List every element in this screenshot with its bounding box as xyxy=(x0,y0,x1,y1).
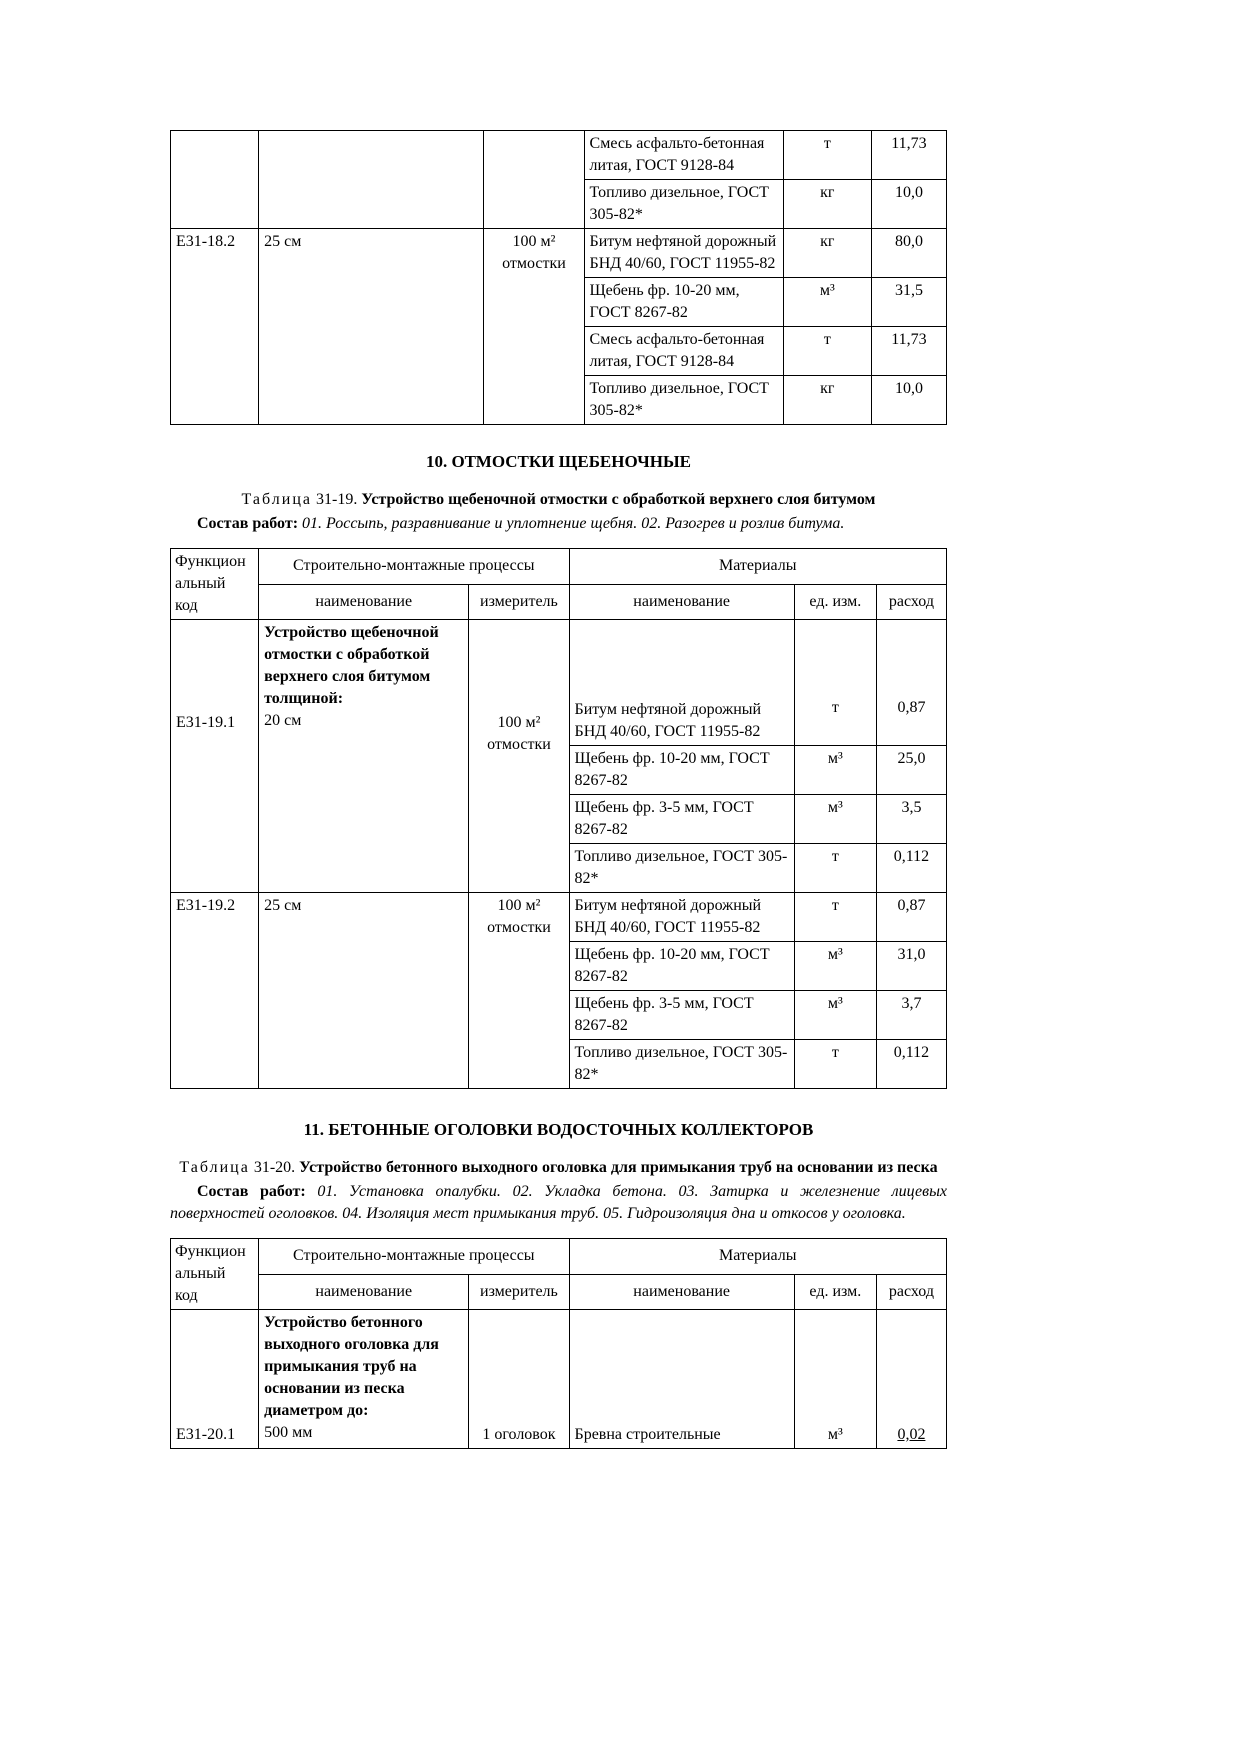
cell-qty: 10,0 xyxy=(871,180,946,229)
works-label: Состав работ: xyxy=(197,515,299,532)
caption-title: Устройство щебеночной отмостки с обработкой верхнего слоя битумом xyxy=(361,491,876,508)
cell-qty: 31,5 xyxy=(871,278,946,327)
cell-func-code-empty xyxy=(171,131,259,229)
header-line: Функцион xyxy=(175,553,246,570)
cell-func-code: Е31-19.1 xyxy=(171,620,259,893)
works-text: 01. Установка опалубки. 02. Укладка бетона. 03. Затирка и железнение лицевых поверхностей оголовков. 04. Изоляция мест примыкания труб. 05. Гидроизоляция дна и откосов у оголовка. xyxy=(170,1183,948,1222)
cell-qty: 3,7 xyxy=(876,991,946,1040)
table-31-18-continued xyxy=(170,130,947,425)
table-31-20-works xyxy=(170,1181,947,1225)
column-header-func-code xyxy=(171,1239,259,1310)
section-11-heading: 11. БЕТОННЫЕ ОГОЛОВКИ ВОДОСТОЧНЫХ КОЛЛЕКТОРОВ xyxy=(303,1120,814,1139)
cell-unit: т xyxy=(794,1040,876,1089)
cell-material-name: Щебень фр. 3-5 мм, ГОСТ 8267-82 xyxy=(569,795,794,844)
cell-material-name: Щебень фр. 3-5 мм, ГОСТ 8267-82 xyxy=(569,991,794,1040)
table-row xyxy=(171,620,947,746)
cell-unit: м³ xyxy=(794,795,876,844)
caption-number: 31-19. xyxy=(315,491,358,508)
column-header-unit: ед. изм. xyxy=(794,584,876,620)
cell-material-name: Щебень фр. 10-20 мм, ГОСТ 8267-82 xyxy=(569,942,794,991)
works-text: 01. Россыпь, разравнивание и уплотнение щебня. 02. Разогрев и розлив битума. xyxy=(302,515,845,532)
works-label: Состав работ: xyxy=(197,1183,306,1200)
column-header-processes: Строительно-монтажные процессы xyxy=(259,549,569,585)
cell-measure: 1 оголовок xyxy=(469,1310,569,1449)
column-header-materials: Материалы xyxy=(569,1239,947,1275)
cell-unit: м³ xyxy=(783,278,871,327)
section-10-heading: 10. ОТМОСТКИ ЩЕБЕНОЧНЫЕ xyxy=(425,452,692,471)
process-variant: 20 см xyxy=(264,712,302,729)
caption-word: Таблица xyxy=(241,491,312,508)
table-row xyxy=(171,893,947,942)
cell-qty: 80,0 xyxy=(871,229,946,278)
cell-qty: 0,87 xyxy=(876,620,946,746)
cell-process-name: 25 см xyxy=(259,893,469,1089)
cell-process-name: 25 см xyxy=(259,229,484,425)
cell-material-name: Бревна строительные xyxy=(569,1310,794,1449)
header-line: Функцион xyxy=(175,1243,246,1260)
column-header-name: наименование xyxy=(259,1274,469,1310)
cell-measure: 100 м² отмостки xyxy=(484,229,584,425)
table-row xyxy=(171,229,947,278)
page-content xyxy=(170,130,947,1449)
cell-material-name: Битум нефтяной дорожный БНД 40/60, ГОСТ 11955-82 xyxy=(569,620,794,746)
cell-measure: 100 м² отмостки xyxy=(469,620,569,893)
cell-qty: 3,5 xyxy=(876,795,946,844)
cell-qty: 11,73 xyxy=(871,327,946,376)
column-header-measure: измеритель xyxy=(469,1274,569,1310)
cell-material-name: Топливо дизельное, ГОСТ 305-82* xyxy=(584,376,783,425)
cell-process-name xyxy=(259,620,469,893)
cell-material-name: Топливо дизельное, ГОСТ 305-82* xyxy=(569,844,794,893)
process-variant: 500 мм xyxy=(264,1424,313,1441)
cell-material-name: Щебень фр. 10-20 мм, ГОСТ 8267-82 xyxy=(584,278,783,327)
table-31-20 xyxy=(170,1238,947,1449)
cell-qty xyxy=(876,1310,946,1449)
column-header-processes: Строительно-монтажные процессы xyxy=(259,1239,569,1275)
cell-unit: т xyxy=(794,893,876,942)
caption-number: 31-20. xyxy=(253,1159,296,1176)
cell-unit: м³ xyxy=(794,991,876,1040)
cell-unit: т xyxy=(783,327,871,376)
cell-material-name: Смесь асфальто-бетонная литая, ГОСТ 9128-84 xyxy=(584,131,783,180)
table-31-19 xyxy=(170,548,947,1089)
process-group-title: Устройство щебеночной отмостки с обработкой верхнего слоя битумом толщиной: xyxy=(264,624,439,707)
column-header-qty: расход xyxy=(876,584,946,620)
cell-qty: 0,112 xyxy=(876,1040,946,1089)
header-row-subcolumns xyxy=(171,1274,947,1310)
cell-func-code: Е31-18.2 xyxy=(171,229,259,425)
table-31-20-caption xyxy=(170,1157,947,1179)
cell-unit: т xyxy=(794,844,876,893)
cell-qty: 0,112 xyxy=(876,844,946,893)
header-line: альный xyxy=(175,575,226,592)
column-header-material-name: наименование xyxy=(569,584,794,620)
header-row-groups xyxy=(171,1239,947,1275)
cell-material-name: Топливо дизельное, ГОСТ 305-82* xyxy=(584,180,783,229)
cell-unit: кг xyxy=(783,180,871,229)
cell-measure: 100 м² отмостки xyxy=(469,893,569,1089)
cell-unit: м³ xyxy=(794,942,876,991)
column-header-unit: ед. изм. xyxy=(794,1274,876,1310)
table-row xyxy=(171,131,947,180)
cell-material-name: Битум нефтяной дорожный БНД 40/60, ГОСТ 11955-82 xyxy=(584,229,783,278)
column-header-func-code xyxy=(171,549,259,620)
cell-material-name: Щебень фр. 10-20 мм, ГОСТ 8267-82 xyxy=(569,746,794,795)
cell-qty: 10,0 xyxy=(871,376,946,425)
cell-qty: 25,0 xyxy=(876,746,946,795)
cell-material-name: Смесь асфальто-бетонная литая, ГОСТ 9128-84 xyxy=(584,327,783,376)
header-line: альный xyxy=(175,1265,226,1282)
caption-word: Таблица xyxy=(179,1159,250,1176)
cell-process-name xyxy=(259,1310,469,1449)
column-header-measure: измеритель xyxy=(469,584,569,620)
cell-unit: т xyxy=(794,620,876,746)
table-31-19-caption xyxy=(170,489,947,511)
header-row-subcolumns xyxy=(171,584,947,620)
caption-title: Устройство бетонного выходного оголовка для примыкания труб на основании из песка xyxy=(299,1159,938,1176)
cell-qty: 31,0 xyxy=(876,942,946,991)
column-header-qty: расход xyxy=(876,1274,946,1310)
process-group-title: Устройство бетонного выходного оголовка для примыкания труб на основании из песка диаметром до: xyxy=(264,1314,439,1419)
table-row xyxy=(171,1310,947,1449)
cell-unit: м³ xyxy=(794,1310,876,1449)
cell-material-name: Битум нефтяной дорожный БНД 40/60, ГОСТ 11955-82 xyxy=(569,893,794,942)
column-header-name: наименование xyxy=(259,584,469,620)
header-line: код xyxy=(175,1287,198,1304)
cell-func-code: Е31-19.2 xyxy=(171,893,259,1089)
cell-qty: 11,73 xyxy=(871,131,946,180)
cell-unit: м³ xyxy=(794,746,876,795)
cell-process-name-empty xyxy=(259,131,484,229)
cell-unit: кг xyxy=(783,376,871,425)
cell-measure-empty xyxy=(484,131,584,229)
cell-func-code: Е31-20.1 xyxy=(171,1310,259,1449)
column-header-materials: Материалы xyxy=(569,549,947,585)
column-header-material-name: наименование xyxy=(569,1274,794,1310)
header-row-groups xyxy=(171,549,947,585)
qty-underlined-value: 0,02 xyxy=(897,1426,926,1443)
cell-qty: 0,87 xyxy=(876,893,946,942)
cell-material-name: Топливо дизельное, ГОСТ 305-82* xyxy=(569,1040,794,1089)
table-31-19-works xyxy=(170,513,947,535)
cell-unit: кг xyxy=(783,229,871,278)
header-line: код xyxy=(175,597,198,614)
cell-unit: т xyxy=(783,131,871,180)
